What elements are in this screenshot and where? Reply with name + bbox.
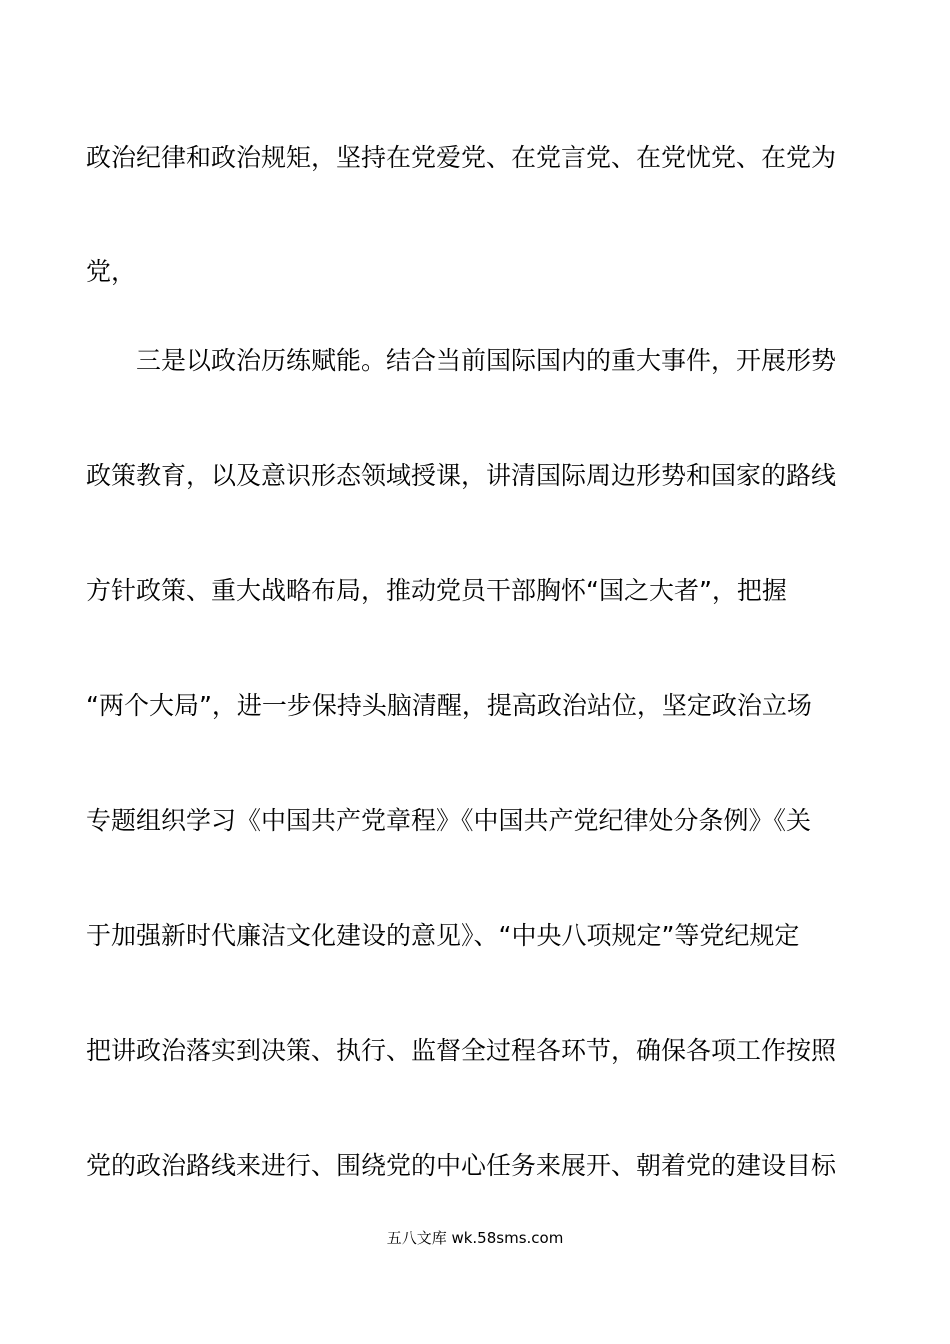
text-line-2: 党， — [86, 257, 137, 286]
text-line-4: 政策教育，以及意识形态领域授课，讲清国际周边形势和国家的路线 — [86, 461, 837, 490]
text-line-5: 方针政策、重大战略布局，推动党员干部胸怀“国之大者”，把握 — [86, 576, 787, 605]
text-line-6: “两个大局”，进一步保持头脑清醒，提高政治站位，坚定政治立场 — [86, 691, 812, 720]
text-line-8: 于加强新时代廉洁文化建设的意见》、“中央八项规定”等党纪规定 — [86, 921, 800, 950]
text-line-10: 党的政治路线来进行、围绕党的中心任务来展开、朝着党的建设目标 — [86, 1151, 837, 1180]
footer-watermark: 五八文库 wk.58sms.com — [386, 1229, 564, 1247]
text-line-1: 政治纪律和政治规矩，坚持在党爱党、在党言党、在党忧党、在党为 — [86, 143, 837, 172]
text-line-9: 把讲政治落实到决策、执行、监督全过程各环节，确保各项工作按照 — [86, 1036, 837, 1065]
text-line-3: 三是以政治历练赋能。结合当前国际国内的重大事件，开展形势 — [136, 346, 837, 375]
text-line-7: 专题组织学习《中国共产党章程》《中国共产党纪律处分条例》《关 — [86, 806, 812, 835]
